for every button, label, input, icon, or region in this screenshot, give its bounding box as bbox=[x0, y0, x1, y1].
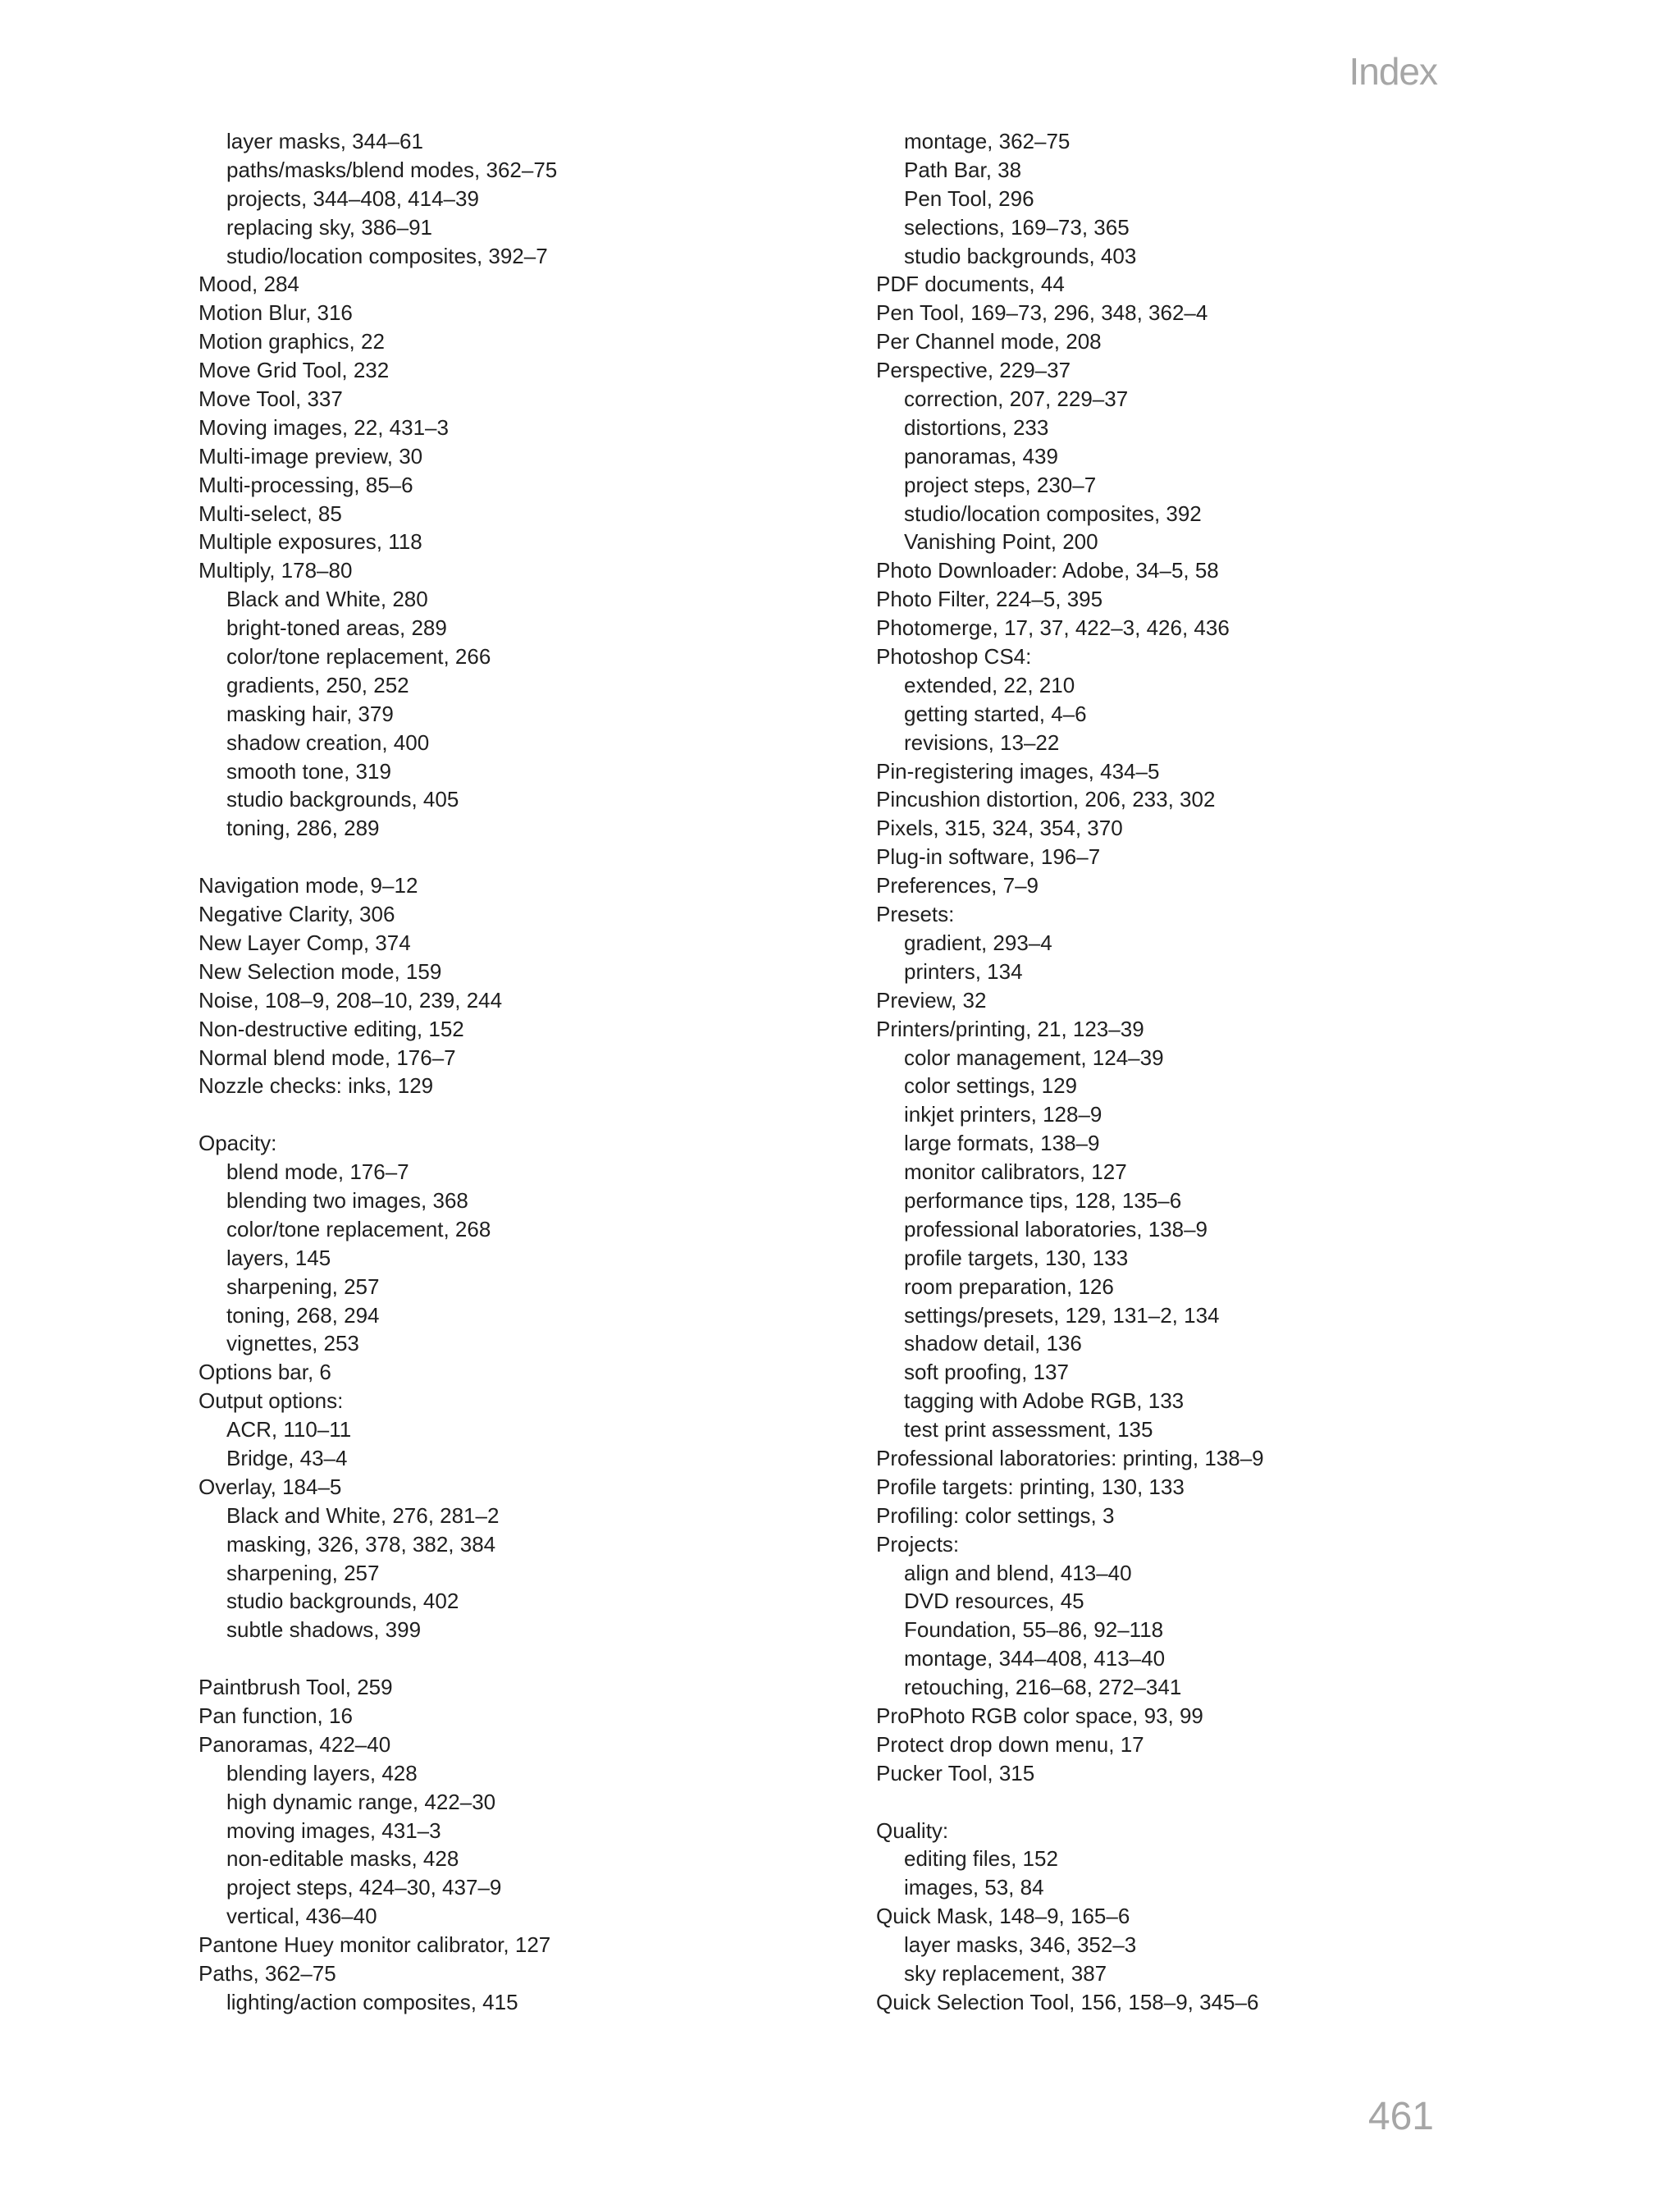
index-entry: Multiple exposures, 118 bbox=[199, 529, 422, 555]
index-subentry: project steps, 424–30, 437–9 bbox=[226, 1875, 502, 1900]
index-entry: Printers/printing, 21, 123–39 bbox=[876, 1016, 1144, 1041]
index-subentry: lighting/action composites, 415 bbox=[226, 1989, 518, 2014]
index-subentry: correction, 207, 229–37 bbox=[904, 386, 1129, 412]
index-subentry: settings/presets, 129, 131–2, 134 bbox=[904, 1302, 1220, 1328]
index-subentry: studio/location composites, 392 bbox=[904, 501, 1202, 526]
index-subentry: editing files, 152 bbox=[904, 1846, 1058, 1872]
index-subentry: non-editable masks, 428 bbox=[226, 1846, 459, 1872]
index-subentry: paths/masks/blend modes, 362–75 bbox=[226, 157, 558, 182]
index-subentry: blending two images, 368 bbox=[226, 1187, 468, 1213]
index-subentry: moving images, 431–3 bbox=[226, 1817, 441, 1843]
index-entry: Photoshop CS4: bbox=[876, 644, 1032, 670]
index-entry: Navigation mode, 9–12 bbox=[199, 873, 418, 898]
index-subentry: soft proofing, 137 bbox=[904, 1360, 1069, 1385]
index-entry: Protect drop down menu, 17 bbox=[876, 1731, 1144, 1757]
index-subentry: subtle shadows, 399 bbox=[226, 1617, 422, 1643]
index-subentry: performance tips, 128, 135–6 bbox=[904, 1187, 1182, 1213]
index-subentry: professional laboratories, 138–9 bbox=[904, 1216, 1208, 1241]
index-subentry: selections, 169–73, 365 bbox=[904, 214, 1130, 240]
index-entry: Photomerge, 17, 37, 422–3, 426, 436 bbox=[876, 615, 1230, 641]
index-entry: Output options: bbox=[199, 1388, 344, 1414]
index-entry: Negative Clarity, 306 bbox=[199, 902, 395, 927]
index-entry: Profile targets: printing, 130, 133 bbox=[876, 1474, 1185, 1499]
index-entry: Preview, 32 bbox=[876, 987, 987, 1013]
index-subentry: color/tone replacement, 266 bbox=[226, 644, 491, 670]
index-entry: Perspective, 229–37 bbox=[876, 358, 1071, 383]
index-subentry: images, 53, 84 bbox=[904, 1875, 1044, 1900]
index-subentry: revisions, 13–22 bbox=[904, 729, 1060, 755]
index-entry: Pantone Huey monitor calibrator, 127 bbox=[199, 1932, 551, 1958]
index-subentry: bright-toned areas, 289 bbox=[226, 615, 447, 641]
index-entry: Multi-image preview, 30 bbox=[199, 443, 423, 469]
index-subentry: Vanishing Point, 200 bbox=[904, 529, 1098, 555]
index-subentry: sharpening, 257 bbox=[226, 1560, 380, 1585]
index-entry: Multi-processing, 85–6 bbox=[199, 472, 413, 497]
index-subentry: layers, 145 bbox=[226, 1245, 331, 1270]
index-entry: Motion Blur, 316 bbox=[199, 300, 353, 326]
index-subentry: large formats, 138–9 bbox=[904, 1131, 1100, 1156]
index-entry: Non-destructive editing, 152 bbox=[199, 1016, 464, 1041]
index-subentry: vertical, 436–40 bbox=[226, 1904, 377, 1929]
index-subentry: distortions, 233 bbox=[904, 414, 1049, 440]
index-letter-gap bbox=[876, 1788, 1500, 1817]
index-entry: Pin-registering images, 434–5 bbox=[876, 758, 1160, 784]
index-subentry: ACR, 110–11 bbox=[226, 1417, 352, 1442]
index-subentry: high dynamic range, 422–30 bbox=[226, 1789, 496, 1814]
index-subentry: color management, 124–39 bbox=[904, 1045, 1164, 1070]
index-subentry: tagging with Adobe RGB, 133 bbox=[904, 1388, 1185, 1414]
index-subentry: Foundation, 55–86, 92–118 bbox=[904, 1617, 1164, 1643]
index-subentry: toning, 286, 289 bbox=[226, 816, 380, 841]
index-subentry: replacing sky, 386–91 bbox=[226, 214, 433, 240]
index-letter-gap bbox=[199, 1644, 822, 1673]
index-entry: Photo Filter, 224–5, 395 bbox=[876, 587, 1103, 612]
index-entry: Pucker Tool, 315 bbox=[876, 1760, 1035, 1785]
index-subentry: room preparation, 126 bbox=[904, 1273, 1114, 1299]
index-entry: Pan function, 16 bbox=[199, 1703, 353, 1728]
index-entry: Preferences, 7–9 bbox=[876, 873, 1039, 898]
index-subentry: Pen Tool, 296 bbox=[904, 185, 1034, 211]
index-subentry: Black and White, 276, 281–2 bbox=[226, 1502, 500, 1528]
index-entry: ProPhoto RGB color space, 93, 99 bbox=[876, 1703, 1203, 1728]
index-subentry: shadow detail, 136 bbox=[904, 1331, 1082, 1356]
index-entry: PDF documents, 44 bbox=[876, 272, 1065, 297]
index-entry: Options bar, 6 bbox=[199, 1360, 331, 1385]
index-entry: Pixels, 315, 324, 354, 370 bbox=[876, 816, 1123, 841]
index-entry: Profiling: color settings, 3 bbox=[876, 1502, 1115, 1528]
index-subentry: sharpening, 257 bbox=[226, 1273, 380, 1299]
index-entry: Quick Selection Tool, 156, 158–9, 345–6 bbox=[876, 1989, 1259, 2014]
index-subentry: projects, 344–408, 414–39 bbox=[226, 185, 479, 211]
index-subentry: printers, 134 bbox=[904, 958, 1023, 984]
index-subentry: studio backgrounds, 405 bbox=[226, 787, 459, 812]
index-entry: Professional laboratories: printing, 138–9 bbox=[876, 1445, 1264, 1470]
index-letter-gap bbox=[199, 1100, 822, 1129]
index-entry: Plug-in software, 196–7 bbox=[876, 844, 1101, 870]
index-subentry: getting started, 4–6 bbox=[904, 701, 1087, 726]
index-entry: New Layer Comp, 374 bbox=[199, 930, 411, 955]
index-subentry: blend mode, 176–7 bbox=[226, 1159, 409, 1185]
index-entry: Move Tool, 337 bbox=[199, 386, 343, 412]
index-entry: Noise, 108–9, 208–10, 239, 244 bbox=[199, 987, 503, 1013]
index-entry: Opacity: bbox=[199, 1131, 277, 1156]
index-entry: Photo Downloader: Adobe, 34–5, 58 bbox=[876, 558, 1219, 583]
index-subentry: layer masks, 346, 352–3 bbox=[904, 1932, 1137, 1958]
index-subentry: montage, 344–408, 413–40 bbox=[904, 1646, 1166, 1671]
index-subentry: test print assessment, 135 bbox=[904, 1417, 1153, 1442]
index-subentry: color settings, 129 bbox=[904, 1073, 1078, 1099]
index-subentry: gradients, 250, 252 bbox=[226, 672, 409, 697]
index-entry: Pen Tool, 169–73, 296, 348, 362–4 bbox=[876, 300, 1208, 326]
page-number: 461 bbox=[1367, 2095, 1434, 2138]
index-subentry: Bridge, 43–4 bbox=[226, 1445, 348, 1470]
index-entry: Per Channel mode, 208 bbox=[876, 329, 1102, 354]
index-subentry: Black and White, 280 bbox=[226, 587, 428, 612]
index-subentry: toning, 268, 294 bbox=[226, 1302, 380, 1328]
index-subentry: inkjet printers, 128–9 bbox=[904, 1102, 1102, 1127]
index-entry: Multi-select, 85 bbox=[199, 501, 342, 526]
index-entry: Quality: bbox=[876, 1817, 949, 1843]
index-entry: Normal blend mode, 176–7 bbox=[199, 1045, 456, 1070]
index-subentry: DVD resources, 45 bbox=[904, 1589, 1084, 1614]
index-entry: Paths, 362–75 bbox=[199, 1961, 336, 1986]
index-subentry: layer masks, 344–61 bbox=[226, 129, 423, 153]
index-entry: Paintbrush Tool, 259 bbox=[199, 1675, 393, 1700]
index-entry: Multiply, 178–80 bbox=[199, 558, 353, 583]
index-entry: Presets: bbox=[876, 902, 955, 927]
index-subentry: studio/location composites, 392–7 bbox=[226, 243, 548, 268]
index-entry: Quick Mask, 148–9, 165–6 bbox=[876, 1904, 1130, 1929]
index-subentry: panoramas, 439 bbox=[904, 443, 1058, 469]
index-subentry: extended, 22, 210 bbox=[904, 672, 1075, 697]
index-subentry: color/tone replacement, 268 bbox=[226, 1216, 491, 1241]
index-subentry: profile targets, 130, 133 bbox=[904, 1245, 1129, 1270]
index-subentry: montage, 362–75 bbox=[904, 129, 1071, 153]
index-subentry: align and blend, 413–40 bbox=[904, 1560, 1132, 1585]
index-column-left bbox=[199, 127, 822, 2017]
index-entry: Nozzle checks: inks, 129 bbox=[199, 1073, 434, 1099]
index-subentry: shadow creation, 400 bbox=[226, 729, 430, 755]
index-entry: Panoramas, 422–40 bbox=[199, 1731, 391, 1757]
index-subentry: smooth tone, 319 bbox=[226, 758, 391, 784]
index-subentry: sky replacement, 387 bbox=[904, 1961, 1107, 1986]
index-subentry: retouching, 216–68, 272–341 bbox=[904, 1675, 1182, 1700]
index-entry: Moving images, 22, 431–3 bbox=[199, 414, 449, 440]
index-entry: Motion graphics, 22 bbox=[199, 329, 385, 354]
page-header-title: Index bbox=[1349, 50, 1437, 93]
index-entry: New Selection mode, 159 bbox=[199, 958, 442, 984]
index-subentry: vignettes, 253 bbox=[226, 1331, 359, 1356]
index-entry: Move Grid Tool, 232 bbox=[199, 358, 390, 383]
index-subentry: monitor calibrators, 127 bbox=[904, 1159, 1127, 1185]
index-entry: Overlay, 184–5 bbox=[199, 1474, 342, 1499]
index-subentry: project steps, 230–7 bbox=[904, 472, 1097, 497]
index-entry: Projects: bbox=[876, 1531, 960, 1557]
index-subentry: studio backgrounds, 403 bbox=[904, 243, 1137, 268]
index-entry: Pincushion distortion, 206, 233, 302 bbox=[876, 787, 1216, 812]
index-subentry: blending layers, 428 bbox=[226, 1760, 418, 1785]
index-subentry: gradient, 293–4 bbox=[904, 930, 1052, 955]
index-subentry: masking hair, 379 bbox=[226, 701, 394, 726]
index-column-right bbox=[876, 127, 1500, 2017]
index-subentry: studio backgrounds, 402 bbox=[226, 1589, 459, 1614]
index-subentry: masking, 326, 378, 382, 384 bbox=[226, 1531, 496, 1557]
index-entry: Mood, 284 bbox=[199, 272, 299, 297]
index-letter-gap bbox=[199, 843, 822, 871]
index-subentry: Path Bar, 38 bbox=[904, 157, 1022, 182]
